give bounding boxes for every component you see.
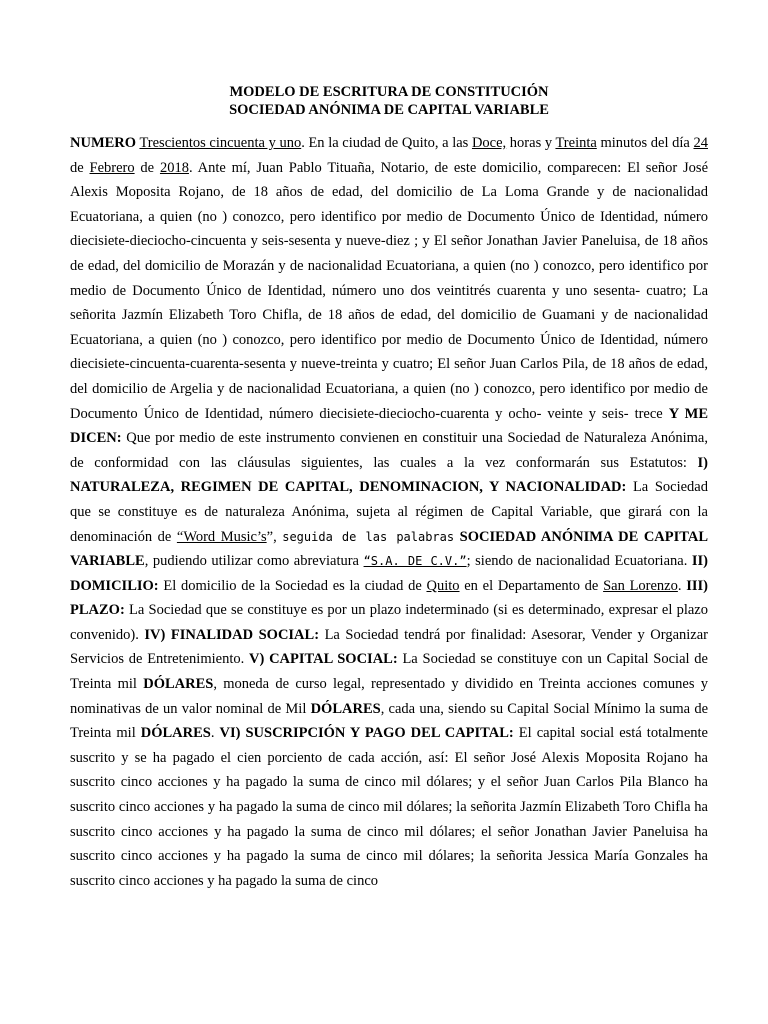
bold-text-segment: DÓLARES [310,700,381,717]
body-text-segment: minutos del día [596,135,694,151]
body-text-segment: . Ante mí, Juan Pablo Tituaña, Notario, de este domicilio, comparecen: El señor José Alexis Moposita Rojano, de 18 años de edad, del domicilio de La Loma Grande y de nacionalidad Ecuatoriana, a quien (no ) conozco, pero identifico por medio de Documento Único de Identidad, número diecisiete-dieciocho-cincuenta y seis-sesenta y nueve-diez ; y El señor Jonathan Javier Paneluisa, de 18 años de edad, del domicilio de Morazán y de nacionalidad Ecuatoriana, a quien (no ) conozco, pero identifico por medio de Documento Único de Identidad, número uno dos veintitrés cuarenta y uno sesenta- cuatro; La señorita Jazmín Elizabeth Toro Chifla, de 18 años de edad, del domicilio de Guamani y de nacionalidad Ecuatoriana, a quien (no ) conozco, pero identifico por medio de Documento Único de Identidad, número diecisiete-cincuenta-cuarenta-sesenta y nueve-treinta y cuatro; El señor Juan Carlos Pila, de 18 años de edad, del domicilio de Argelia y de nacionalidad Ecuatoriana, a quien (no ) conozco, pero identifico por medio de Documento Único de Identidad, número diecisiete-dieciocho-cuarenta y ocho- veinte y seis- trece [70,159,709,422]
underlined-text-segment: Trescientos cincuenta y uno [139,135,302,151]
underlined-text-segment: “Word Music’s [176,528,267,545]
body-text-segment: seguida de las palabras [282,529,455,544]
underlined-text-segment: Quito [426,577,460,594]
body-text-segment: . [210,725,220,742]
underlined-text-segment: Febrero [89,159,135,176]
document-title [70,83,708,119]
underlined-text-segment: 2018 [159,159,189,176]
body-text-segment: La Sociedad se constituye con un Capital Social de Treinta mil [70,651,708,693]
bold-text-segment: IV) FINALIDAD SOCIAL: [144,626,320,643]
underlined-text-segment: San Lorenzo [603,577,678,594]
body-text-segment: horas y [506,135,556,151]
bold-text-segment: I) NATURALEZA, REGIMEN DE CAPITAL, DENOMINACION, Y NACIONALIDAD: [70,454,708,496]
body-text-segment: , pudiendo utilizar como abreviatura [144,553,364,570]
underlined-text-segment: 24 [693,135,708,151]
underlined-text-segment: “S.A. DE C.V.” [363,554,467,569]
bold-text-segment: II) DOMICILIO: [70,553,709,594]
title-line-1: MODELO DE ESCRITURA DE CONSTITUCIÓN [229,84,549,100]
title-line-2: SOCIEDAD ANÓNIMA DE CAPITAL VARIABLE [229,102,549,118]
body-text-segment: La Sociedad que se constituye es de naturaleza Anónima, sujeta al régimen de Capital Variable, que girará con la denominación de [70,479,708,545]
body-text-segment: . En la ciudad de Quito, a las [301,135,472,151]
body-text-segment: El capital social está totalmente suscrito y se ha pagado el cien porciento de cada acción, así: El señor José Alexis Moposita Rojano ha suscrito cinco acciones y ha pagado la suma de cinco mil dólares; y el señor Juan Carlos Pila Blanco ha suscrito cinco acciones y ha pagado la suma de cinco mil dólares; la señorita Jazmín Elizabeth Toro Chifla ha suscrito cinco acciones y ha pagado la suma de cinco mil dólares; el señor Jonathan Javier Paneluisa ha suscrito cinco acciones y ha pagado la suma de cinco mil dólares; la señorita Jessica María Gonzales ha suscrito cinco acciones y ha pagado la suma de cinco [70,725,708,889]
bold-text-segment: DÓLARES [140,725,211,742]
bold-text-segment: NUMERO [70,135,137,151]
bold-text-segment: III) PLAZO: [70,577,708,619]
bold-text-segment: Y ME DICEN: [70,405,708,447]
bold-text-segment: VI) SUSCRIPCIÓN Y PAGO DEL CAPITAL: [219,725,514,742]
body-text-segment: , moneda de curso legal, representado y dividido en Treinta acciones comunes y nominativas de un valor nominal de Mil [70,676,708,717]
body-text-segment: en el Departamento de [459,577,604,594]
body-text-segment: Que por medio de este instrumento convienen en constituir una Sociedad de Naturaleza Anónima, de conformidad con las cláusulas siguientes, las cuales a la vez conformarán sus Estatutos: [70,430,708,471]
underlined-text-segment: Treinta [555,135,597,151]
bold-text-segment: DÓLARES [143,676,214,693]
body-text-segment: . [677,577,687,594]
body-text-segment: , cada una, siendo su Capital Social Mínimo la suma de Treinta mil [70,700,709,742]
body-text-segment: La Sociedad tendrá por finalidad: Asesorar, Vender y Organizar Servicios de Entretenimiento. [70,626,708,668]
bold-text-segment: V) CAPITAL SOCIAL: [249,651,398,668]
body-text-segment: de [134,159,160,176]
body-text-segment: ”, [266,528,283,545]
body-text-segment: La Sociedad que se constituye es por un plazo indeterminado (si es determinado, expresar el plazo convenido). [70,602,708,643]
document-body [70,131,708,893]
body-text-segment: ; siendo de nacionalidad Ecuatoriana. [466,553,692,570]
body-text-segment: El domicilio de la Sociedad es la ciudad de [158,577,427,594]
bold-text-segment: SOCIEDAD ANÓNIMA DE CAPITAL VARIABLE [70,528,709,570]
body-text-segment: de [70,159,90,176]
underlined-text-segment: Doce, [471,135,507,151]
